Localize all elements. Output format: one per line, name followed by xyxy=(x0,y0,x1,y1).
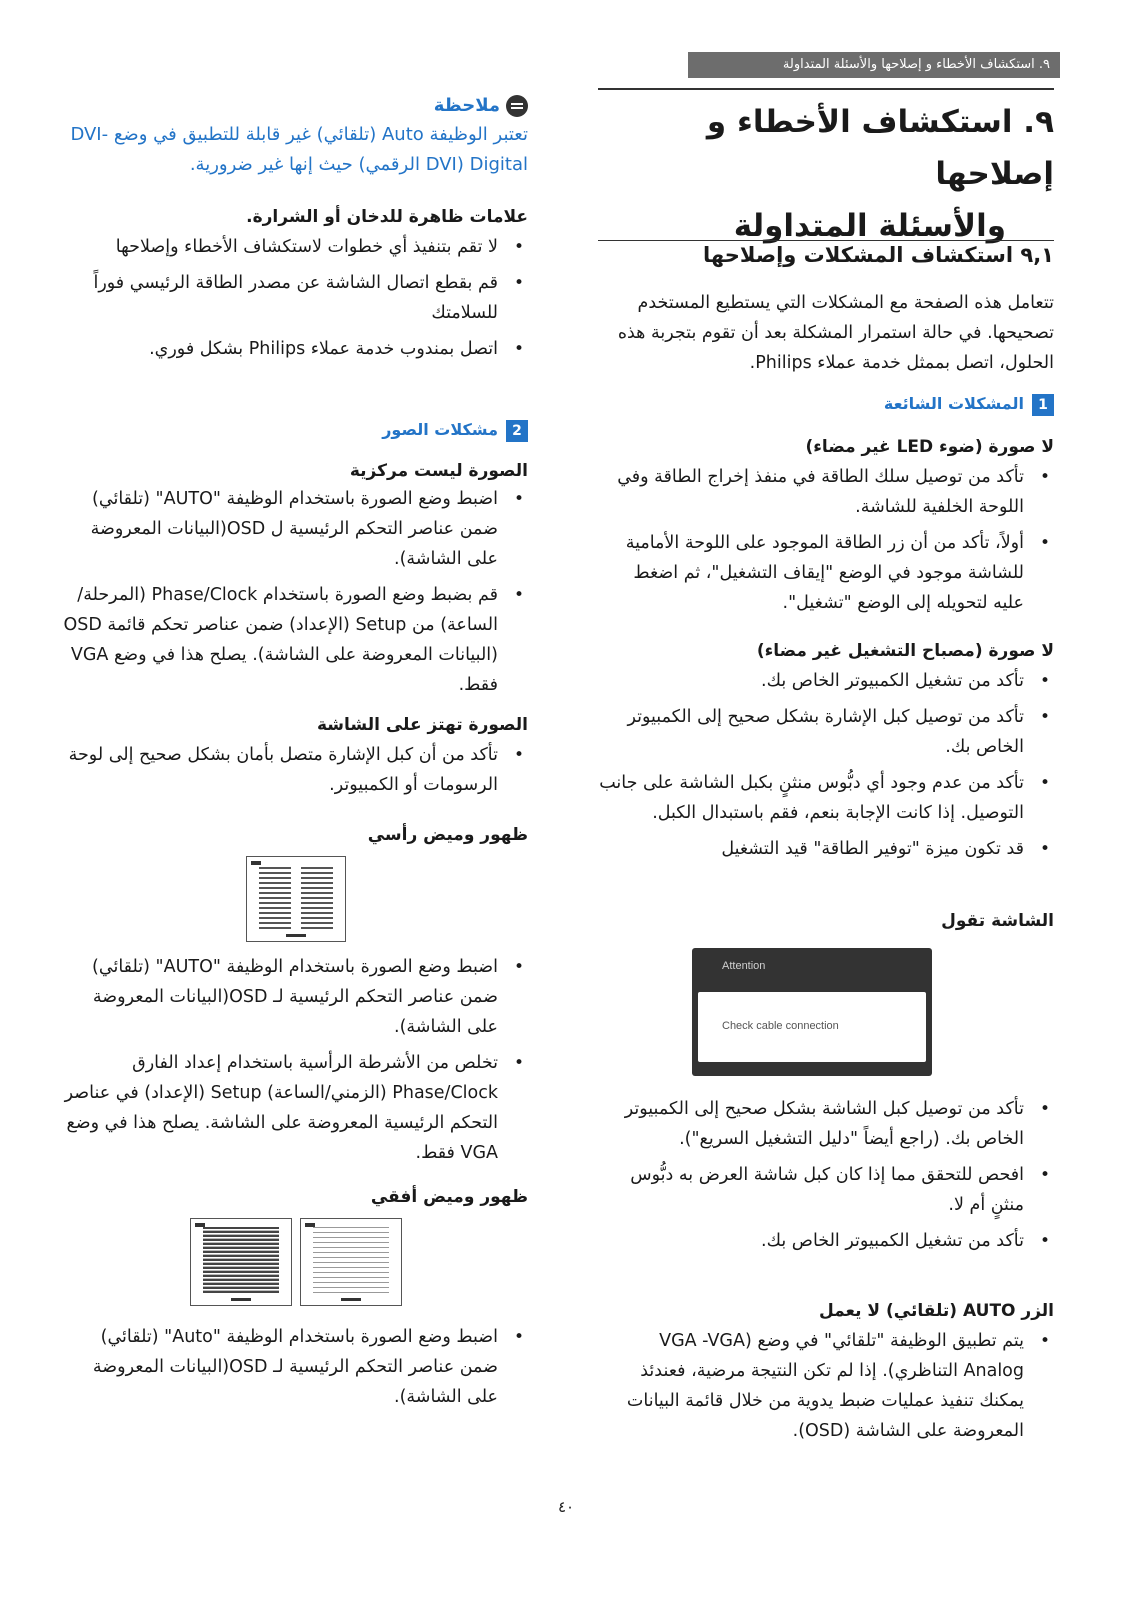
not-centered-list xyxy=(62,484,528,700)
chapter-rule xyxy=(598,88,1054,90)
image-problems-heading xyxy=(62,418,528,442)
note-heading xyxy=(62,92,528,120)
image-problems-title: مشكلات الصور xyxy=(382,420,498,439)
list-item: • قد تكون ميزة "توفير الطاقة" قيد التشغيل xyxy=(598,834,1054,864)
screen-says-list xyxy=(598,1094,1054,1256)
thumbnail-light-lines xyxy=(313,1227,389,1293)
list-item: • اضبط وضع الصورة باستخدام الوظيفة "Auto" (تلقائي) ضمن عناصر التحكم الرئيسية لـ OSD(البيانات المعروضة على الشاشة). xyxy=(62,1322,528,1412)
no-picture-power-heading: لا صورة (مصباح التشغيل غير مضاء) xyxy=(756,641,1054,661)
note-body: تعتبر الوظيفة Auto (تلقائي) غير قابلة للتطبيق في وضع DVI-Digital (DVI الرقمي) حيث إنها غير ضرورية. xyxy=(70,124,528,175)
section-intro: تتعامل هذه الصفحة مع المشكلات التي يستطيع المستخدم تصحيحها. في حالة استمرار المشكلة بعد أن تقوم بتجربة هذه الحلول، اتصل بممثل خدمة عملاء Philips. xyxy=(617,293,1054,373)
page-number: ٤٠ xyxy=(557,1498,575,1516)
section-title: ٩,١ استكشاف المشكلات وإصلاحها xyxy=(702,243,1054,267)
chapter-title xyxy=(598,96,1054,252)
list-item: • يتم تطبيق الوظيفة "تلقائي" في وضع VGA -VGA) Analog التناظري). إذا لم تكن النتيجة مرضية، فعندئذ يمكنك تنفيذ عمليات ضبط يدوية من خلال قائمة البيانات المعروضة على الشاشة (OSD). xyxy=(598,1326,1054,1446)
smoke-list xyxy=(62,232,528,364)
list-item: • اضبط وضع الصورة باستخدام الوظيفة "AUTO" (تلقائي) ضمن عناصر التحكم الرئيسية ل OSD(البيانات المعروضة على الشاشة). xyxy=(62,484,528,574)
thumbnail-bar xyxy=(231,1298,251,1301)
attention-message-panel xyxy=(698,992,926,1062)
horizontal-flicker-thumbnail-noisy xyxy=(190,1218,292,1306)
list-item: • تأكد من أن كبل الإشارة متصل بأمان بشكل صحيح إلى لوحة الرسومات أو الكمبيوتر. xyxy=(62,740,528,800)
list-item: • تأكد من تشغيل الكمبيوتر الخاص بك. xyxy=(598,1226,1054,1256)
list-item: • تأكد من تشغيل الكمبيوتر الخاص بك. xyxy=(598,666,1054,696)
list-item: • تأكد من توصيل كبل الإشارة بشكل صحيح إلى الكمبيوتر الخاص بك. xyxy=(598,702,1054,762)
section-number-badge: 1 xyxy=(1032,394,1054,416)
chapter-breadcrumb: ٩. استكشاف الأخطاء و إصلاحها والأسئلة المتداولة xyxy=(688,52,1060,78)
vibrates-list xyxy=(62,740,528,800)
list-item: • تأكد من توصيل كبل الشاشة بشكل صحيح إلى الكمبيوتر الخاص بك. (راجع أيضاً "دليل التشغيل السريع"). xyxy=(598,1094,1054,1154)
list-item: • تخلص من الأشرطة الرأسية باستخدام إعداد الفارق Phase/Clock (الزمني/الساعة) Setup (الإعداد) في عناصر التحكم الرئيسية المعروضة على الشاشة. يصلح هذا في وضع VGA فقط. xyxy=(62,1048,528,1168)
list-item: • تأكد من توصيل سلك الطاقة في منفذ إخراج الطاقة وفي اللوحة الخلفية للشاشة. xyxy=(598,462,1054,522)
list-item: • قم بضبط وضع الصورة باستخدام Phase/Clock (المرحلة/الساعة) من Setup (الإعداد) ضمن عناصر تحكم قائمة OSD (البيانات المعروضة على الشاشة). يصلح هذا في وضع VGA فقط. xyxy=(62,580,528,700)
common-problems-title: المشكلات الشائعة xyxy=(883,394,1024,413)
thumbnail-vertical-lines xyxy=(259,865,333,929)
horizontal-flicker-heading: ظهور وميض أفقي xyxy=(370,1187,528,1207)
vertical-flicker-heading: ظهور وميض رأسي xyxy=(367,825,528,845)
horizontal-flicker-thumbnail-clean xyxy=(300,1218,402,1306)
chapter-title-line1: ٩. استكشاف الأخطاء و إصلاحها xyxy=(706,104,1054,192)
attention-dialog-illustration xyxy=(692,948,932,1076)
not-centered-heading: الصورة ليست مركزية xyxy=(349,461,528,481)
list-item: • افحص للتحقق مما إذا كان كبل شاشة العرض به دبُّوس منثنٍ أم لا. xyxy=(598,1160,1054,1220)
no-picture-led-list xyxy=(598,462,1054,618)
thumbnail-bar xyxy=(286,934,306,937)
list-item: • أولاً، تأكد من أن زر الطاقة الموجود على اللوحة الأمامية للشاشة موجود في الوضع "إيقاف التشغيل"، ثم اضغط عليه لتحويله إلى الوضع "تشغيل". xyxy=(598,528,1054,618)
list-item: • تأكد من عدم وجود أي دبُّوس منثنٍ بكبل الشاشة على جانب التوصيل. إذا كانت الإجابة بنعم، فقم باستبدال الكبل. xyxy=(598,768,1054,828)
list-item: • لا تقم بتنفيذ أي خطوات لاستكشاف الأخطاء وإصلاحها xyxy=(62,232,528,262)
thumbnail-horizontal-lines xyxy=(203,1227,279,1293)
list-item: • اتصل بمندوب خدمة عملاء Philips بشكل فوري. xyxy=(62,334,528,364)
smoke-heading: علامات ظاهرة للدخان أو الشرارة. xyxy=(246,207,528,227)
chapter-title-line2: والأسئلة المتداولة xyxy=(733,208,1006,244)
screen-says-heading: الشاشة تقول xyxy=(941,911,1054,931)
attention-label: Attention xyxy=(722,960,766,972)
vertical-flicker-thumbnail xyxy=(246,856,346,942)
attention-message: Check cable connection xyxy=(722,1020,839,1032)
note-icon xyxy=(506,95,528,117)
horizontal-flicker-list xyxy=(62,1322,528,1412)
vertical-flicker-list xyxy=(62,952,528,1168)
common-problems-heading xyxy=(598,392,1054,416)
auto-button-list xyxy=(598,1326,1054,1446)
section-number-badge: 2 xyxy=(506,420,528,442)
note-title: ملاحظة xyxy=(433,95,500,116)
list-item: • قم بقطع اتصال الشاشة عن مصدر الطاقة الرئيسي فوراً للسلامتك xyxy=(62,268,528,328)
thumbnail-bar xyxy=(341,1298,361,1301)
auto-button-heading: الزر AUTO (تلقائي) لا يعمل xyxy=(818,1301,1054,1321)
list-item: • اضبط وضع الصورة باستخدام الوظيفة "AUTO" (تلقائي) ضمن عناصر التحكم الرئيسية لـ OSD(البيانات المعروضة على الشاشة). xyxy=(62,952,528,1042)
no-picture-power-list xyxy=(598,666,1054,864)
no-picture-led-heading: لا صورة (ضوء LED غير مضاء) xyxy=(805,437,1054,457)
vibrates-heading: الصورة تهتز على الشاشة xyxy=(317,715,528,735)
